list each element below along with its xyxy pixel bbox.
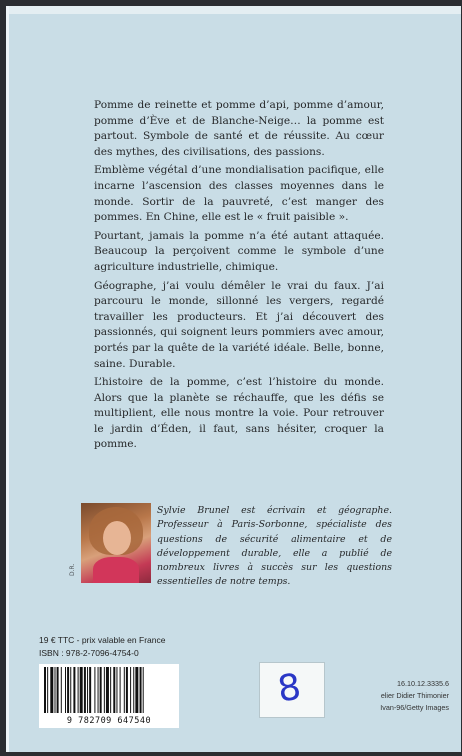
blurb-paragraph: Pomme de reinette et pomme d’api, pomme d’amour, pomme d’Ève et de Blanche-Neige… la pomme est partout. Symbole de santé et de réussite. Au cœur des mythes, des civilisations, des passions. [94,99,384,158]
pricing-info [39,634,165,660]
barcode-number: 9 782709 647540 [66,716,152,726]
photo-credit: D.R. [69,563,76,576]
cover-top-edge [9,6,461,14]
credit-line: Ivan-96/Getty Images [380,703,449,712]
library-sticker [259,662,325,718]
book-back-cover [6,6,461,752]
author-bio: Sylvie Brunel est écrivain et géographe. Professeur à Paris-Sorbonne, spécialiste des questions de sécurité alimentaire et de développement durable, elle a publié de nombreux livres à succès sur les questions essentielles de notre temps. [157,505,392,588]
author-photo-face [103,521,131,555]
price-label: 19 € TTC - prix valable en France [39,635,166,645]
blurb-paragraph: Géographe, j’ai voulu démêler le vrai du faux. J’ai parcouru le monde, sillonné les vergers, regardé travailler les producteurs. Et j’ai découvert des passionnés, qui soignent leurs pommiers avec amour, portés par la quête de la variété idéale. Belle, bonne, saine. Durable. [94,279,384,370]
blurb-paragraph: Emblème végétal d’une mondialisation pacifique, elle incarne l’ascension des classes moyennes dans le monde. Sortir de la pauvreté, c’est manger des pommes. En Chine, elle est le « fruit paisible ». [94,164,384,224]
back-cover-blurb [94,98,384,456]
credit-line: 16.10.12.3335.6 [397,679,449,688]
sticker-handwritten-mark: 8 [275,666,304,711]
image-credits [380,678,449,714]
isbn-label: ISBN : 978-2-7096-4754-0 [39,648,139,658]
blurb-paragraph: L’histoire de la pomme, c’est l’histoire du monde. Alors que la planète se réchauffe, que les défis se multiplient, elle nous montre la voie. Pour retrouver le jardin d’Éden, il faut, sans hésiter, croquer la pomme. [94,376,384,451]
barcode [39,664,179,728]
blurb-paragraph: Pourtant, jamais la pomme n’a été autant attaquée. Beaucoup la perçoivent comme le symbole d’une agriculture industrielle, chimique. [94,229,384,273]
author-photo [81,503,151,583]
barcode-bars [42,667,176,713]
author-photo-clothing [93,557,139,583]
credit-line: elier Didier Thimonier [380,691,449,700]
